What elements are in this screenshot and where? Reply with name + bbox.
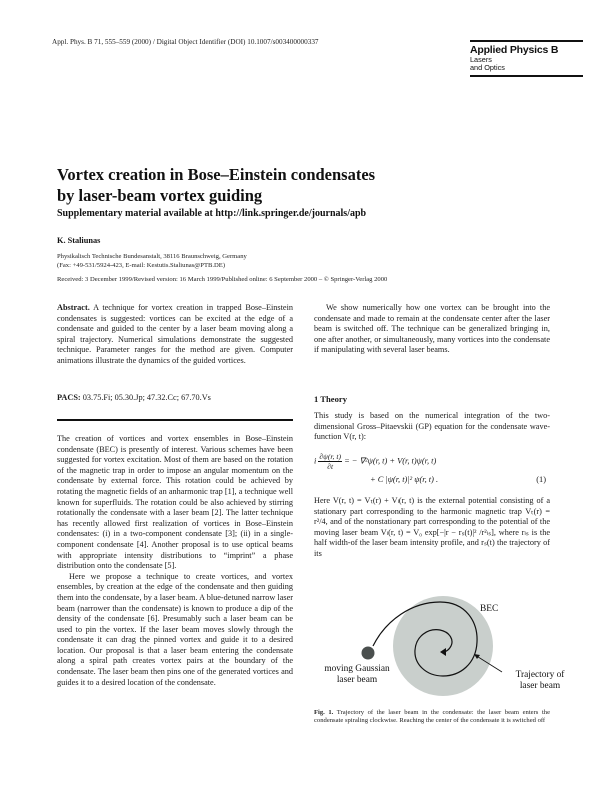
label-beam-line-2: laser beam xyxy=(336,675,378,685)
label-trajectory xyxy=(500,670,580,692)
supplementary-link[interactable]: Supplementary material available at http://link.springer.de/journals/apb xyxy=(57,208,367,219)
fraction-denominator: ∂t xyxy=(327,462,334,471)
figure-1 xyxy=(300,590,590,710)
equation-1 xyxy=(314,452,550,492)
label-moving-beam xyxy=(312,664,402,686)
abstract-divider xyxy=(57,419,293,421)
journal-logo xyxy=(470,40,583,77)
theory-paragraph-1 xyxy=(314,411,550,443)
paper-title xyxy=(57,164,375,206)
intro-paragraph-2: Here we propose a technique to create vortices, and vortex ensembles, by creation at the edge of the condensate and then guiding them into the condensate, by a laser beam. A blue-detuned narrow laser beam (narrower than the condensate) is known to produce a dip of the density of the condensate [6]. Presumably such a laser beam can be used to pin the vortex. If the laser beam moves slowly through the condensate it can drag the pinned vortex and guide it to a desired location. Our proposal is that a laser beam entering the condensate along a spiral path creates vortex pairs at the boundary of the condensate. The laser beam then pins one of the generated vortices and guides it to a desired location of the condensate. xyxy=(57,571,293,687)
section-heading-theory: 1 Theory xyxy=(314,394,348,404)
abstract-right-text: We show numerically how one vortex can be brought into the condensate and made to remain at the condensate center after the laser beam is switched off. The technique can be generalized bringing in, one after another, or simultaneously, many vortices into the condensate if manipulating with several laser beams. xyxy=(314,303,550,355)
laser-beam-dot xyxy=(362,647,375,660)
intro-paragraph-1: The creation of vortices and vortex ensembles in Bose–Einstein condensate (BEC) is presently of interest. Various schemes have been suggested for vortex excitation. Most of them are based on the rotation of the magnetic trap in order to impose an angular momentum on the condensate by external force. This rotation could be achieved by rotating the magnetic fields of an anharmonic trap [1], a technique well known for superfluids. The rotation could be also achieved by stirring rotationally the condensate with a laser beam [2]. The latter technique has recently allowed first realization of vortices in Bose–Einstein condensates: (i) in a two-component condensate [3]; (ii) in a single-component condensate [4]. Another proposal is to use optical beams with appropriate intensity distributions to “imprint” a phase distribution onto the condensate [5]. xyxy=(57,434,293,571)
condensate-disk xyxy=(393,596,493,696)
equation-rhs-line-2: + C |ψ(r, t)|² ψ(r, t) . xyxy=(370,475,439,484)
imaginary-unit: i xyxy=(314,456,317,466)
journal-subtitle-1: Lasers xyxy=(470,55,492,64)
abstract-text: A technique for vortex creation in trapped Bose–Einstein condensates is suggested: vortices can be excited at the edge of a condensate and guided to the center by a laser beam moving along a spiral trajectory. Numerical simulations demonstrate the suggested technique. Parameter ranges for the method are given. Computer animations illustrate the dynamics of the guided vortices. xyxy=(57,303,294,365)
title-line-2: by laser-beam vortex guiding xyxy=(57,186,263,205)
label-traj-line-2: laser beam xyxy=(519,681,561,691)
figure-1-caption xyxy=(314,709,550,726)
received-dates: Received: 3 December 1999/Revised version: 16 March 1999/Published online: 6 September 2000 – © Springer-Verlag 2000 xyxy=(57,276,388,283)
affiliation xyxy=(57,253,247,270)
title-line-1: Vortex creation in Bose–Einstein condensates xyxy=(57,165,376,184)
label-traj-line-1: Trajectory of xyxy=(515,670,565,680)
theory-paragraph-2 xyxy=(314,496,550,560)
abstract-continuation xyxy=(314,303,550,356)
caption-text: Trajectory of the laser beam in the condensate: the laser beam enters the condensate spiraling clockwise. Reaching the center of the condensate it is switched off xyxy=(314,709,550,725)
abstract-label: Abstract. xyxy=(57,303,90,312)
author: K. Staliunas xyxy=(57,236,101,245)
pacs-label: PACS: xyxy=(57,393,81,402)
affiliation-line-2: (Fax: +49-531/5924-423, E-mail: Kestutis.Staliunas@PTB.DE) xyxy=(57,261,226,269)
citation-header: Appl. Phys. B 71, 555–559 (2000) / Digital Object Identifier (DOI) 10.1007/s003400000337 xyxy=(52,38,319,46)
equation-number: (1) xyxy=(536,475,546,484)
journal-subtitle-2: and Optics xyxy=(470,63,505,73)
label-beam-line-1: moving Gaussian xyxy=(324,664,390,674)
caption-label: Fig. 1. xyxy=(314,709,334,716)
journal-name: Applied Physics B xyxy=(470,44,559,56)
affiliation-line-1: Physikalisch Technische Bundesanstalt, 38116 Braunschweig, Germany xyxy=(57,253,247,260)
label-bec: BEC xyxy=(480,604,499,614)
spiral-trajectory-diagram xyxy=(300,590,590,710)
abstract xyxy=(57,303,293,367)
introduction xyxy=(57,434,293,688)
equation-rhs-line-1: = − ∇²ψ(r, t) + V(r, t)ψ(r, t) xyxy=(344,456,437,466)
pacs xyxy=(57,393,211,402)
pacs-codes: 03.75.Fi; 05.30.Jp; 47.32.Cc; 67.70.Vs xyxy=(82,393,211,402)
time-derivative xyxy=(318,452,342,471)
fraction-numerator: ∂ψ(r, t) xyxy=(319,452,341,461)
theory-text-2: Here V(r, t) = Vₜ(r) + Vₗ(r, t) is the external potential consisting of a stationary part corresponding to the harmonic magnetic trap Vₜ(r) = r²/4, and of the nonstationary part corresponding to the potential of the moving laser beam Vₗ(r, t) = V₀ exp[−|r − rₛ(t)|² /r²ₗₛ], where rₗₛ is the half width-of the laser beam intensity profile, and rₛ(t) the trajectory of its xyxy=(314,496,550,558)
theory-text-1: This study is based on the numerical integration of the two-dimensional Gross–Pitaevskii (GP) equation for the condensate wave-function V(r, t): xyxy=(314,411,550,442)
